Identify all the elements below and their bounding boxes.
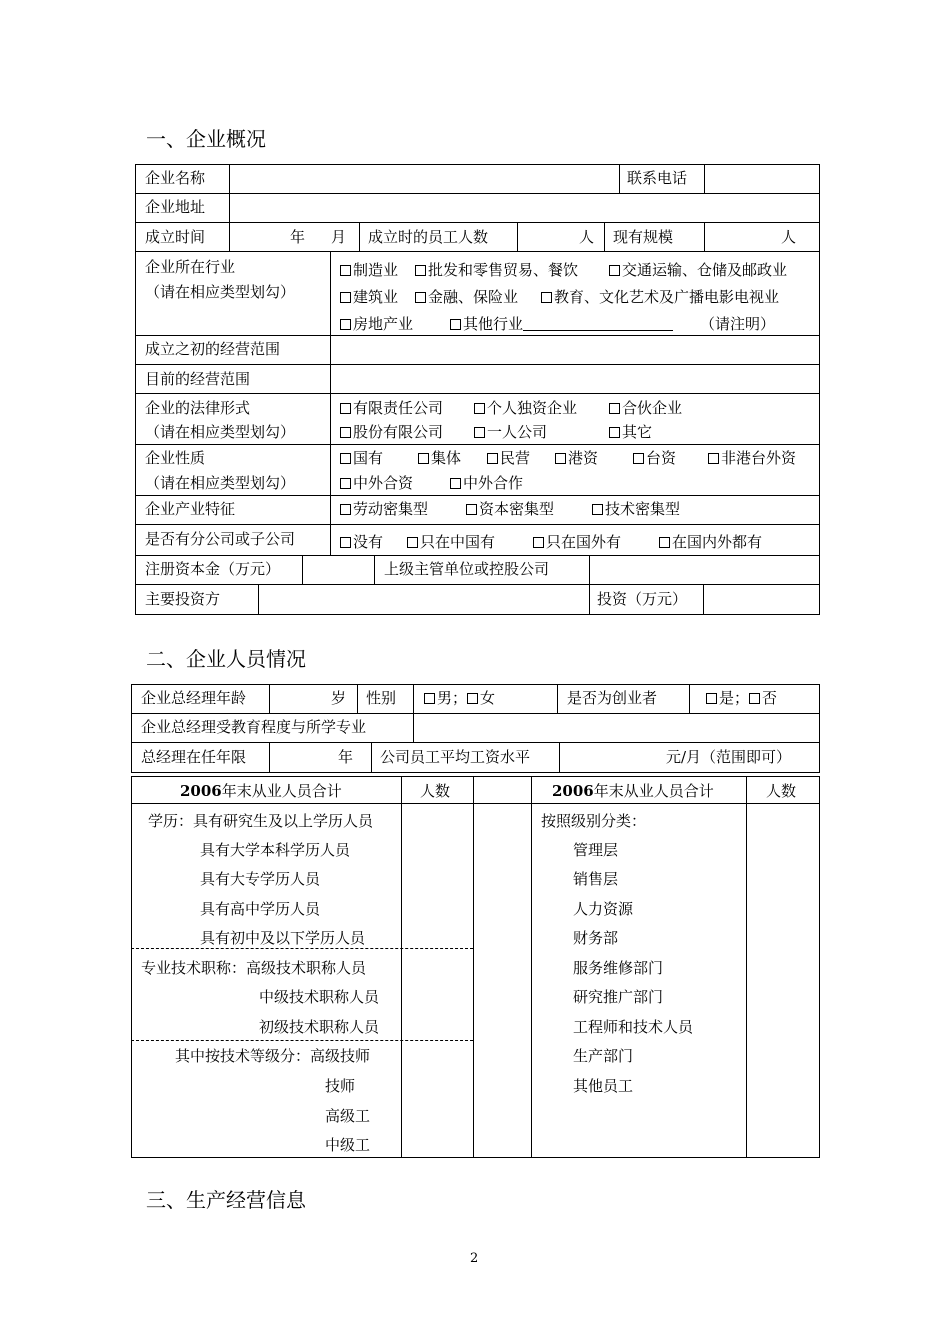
checkbox-icon	[609, 403, 620, 414]
checkbox-icon	[633, 453, 644, 464]
nature-hint: （请在相应类型划勾）	[145, 474, 296, 492]
checkbox-option[interactable]: 非港台外资	[708, 448, 796, 468]
address-label: 企业地址	[145, 198, 206, 216]
industry-label: 企业所在行业	[145, 258, 236, 276]
age-unit: 岁	[331, 689, 347, 707]
checkbox-option[interactable]: 在国内外都有	[659, 532, 762, 552]
right-row-label: 工程师和技术人员	[573, 1018, 694, 1036]
left-row-label: 具有大学本科学历人员	[200, 841, 351, 859]
education-label: 企业总经理受教育程度与所学专业	[141, 718, 367, 736]
current-person-unit: 人	[781, 228, 797, 246]
no-option[interactable]: 否	[749, 689, 777, 707]
left-row-label: 高级工	[325, 1107, 371, 1125]
right-row-label: 生产部门	[573, 1047, 634, 1065]
checkbox-option[interactable]: 港资	[555, 448, 598, 468]
checkbox-option[interactable]: 制造业	[340, 260, 398, 280]
investor-field[interactable]	[260, 586, 587, 613]
right-row-label: 财务部	[573, 929, 619, 947]
checkbox-icon	[467, 693, 478, 704]
right-row-label: 人力资源	[573, 900, 634, 918]
checkbox-option[interactable]: 房地产业	[340, 314, 413, 334]
checkbox-option[interactable]: 有限责任公司	[340, 398, 443, 418]
right-row-label: 服务维修部门	[573, 959, 664, 977]
checkbox-icon	[340, 292, 351, 303]
right-row-label: 按照级别分类：	[541, 812, 647, 830]
legal-form-label: 企业的法律形式	[145, 399, 251, 417]
total-left-header: 2006年末从业人员合计	[180, 782, 342, 800]
legal-form-hint: （请在相应类型划勾）	[145, 423, 296, 441]
investment-label: 投资（万元）	[597, 590, 688, 608]
checkbox-icon	[340, 504, 351, 515]
founder-options	[706, 688, 777, 708]
left-row-label: 中级工	[325, 1136, 371, 1154]
salary-unit: 元/月（范围即可）	[666, 748, 792, 766]
checkbox-option[interactable]: 技术密集型	[592, 499, 680, 519]
checkbox-option[interactable]: 民营	[487, 448, 530, 468]
left-row-label: 具有大专学历人员	[200, 870, 321, 888]
other-industry-blank[interactable]	[523, 316, 673, 331]
checkbox-icon	[659, 537, 670, 548]
current-scope-label: 目前的经营范围	[145, 370, 251, 388]
left-row-label: 技师	[325, 1077, 356, 1095]
checkbox-option[interactable]: 一人公司	[474, 422, 547, 442]
checkbox-icon	[474, 403, 485, 414]
left-row-label: 具有高中学历人员	[200, 900, 321, 918]
company-name-field[interactable]	[231, 166, 617, 191]
gender-label: 性别	[366, 689, 397, 707]
right-row-label: 销售层	[573, 870, 619, 888]
tenure-unit: 年	[338, 748, 354, 766]
gender-options	[424, 688, 495, 708]
capital-label: 注册资本金（万元）	[145, 560, 281, 578]
checkbox-icon	[340, 453, 351, 464]
checkbox-option[interactable]: 只在国外有	[533, 532, 621, 552]
parent-field[interactable]	[591, 557, 818, 582]
phone-field[interactable]	[706, 166, 818, 191]
month-unit: 月	[331, 228, 347, 246]
investor-label: 主要投资方	[145, 590, 221, 608]
checkbox-icon	[466, 504, 477, 515]
checkbox-option[interactable]: 台资	[633, 448, 676, 468]
left-row-label: 学历：具有研究生及以上学历人员	[148, 812, 374, 830]
checkbox-icon	[340, 265, 351, 276]
checkbox-icon	[450, 478, 461, 489]
total-right-header: 2006年末从业人员合计	[552, 782, 714, 800]
current-scope-field[interactable]	[332, 366, 818, 391]
checkbox-icon	[418, 453, 429, 464]
phone-label: 联系电话	[627, 169, 688, 187]
capital-field[interactable]	[304, 557, 372, 582]
initial-scope-label: 成立之初的经营范围	[145, 340, 281, 358]
checkbox-icon	[609, 265, 620, 276]
year-unit: 年	[290, 228, 306, 246]
checkbox-option[interactable]: 集体	[418, 448, 461, 468]
current-scale-label: 现有规模	[613, 228, 674, 246]
checkbox-option[interactable]: 股份有限公司	[340, 422, 443, 442]
checkbox-icon	[541, 292, 552, 303]
checkbox-icon	[450, 319, 461, 330]
checkbox-option[interactable]: 其它	[609, 422, 652, 442]
right-row-label: 其他员工	[573, 1077, 634, 1095]
checkbox-icon	[340, 427, 351, 438]
checkbox-icon	[533, 537, 544, 548]
industry-hint: （请在相应类型划勾）	[145, 283, 296, 301]
left-row-label: 专业技术职称：高级技术职称人员	[141, 959, 367, 977]
male-option[interactable]: 男；	[424, 689, 467, 707]
right-count-column[interactable]	[748, 805, 818, 1156]
checkbox-option[interactable]: 建筑业	[340, 287, 398, 307]
person-unit: 人	[579, 228, 595, 246]
checkbox-option[interactable]: 个人独资企业	[474, 398, 577, 418]
checkbox-icon	[415, 265, 426, 276]
industry-feature-label: 企业产业特征	[145, 500, 236, 518]
checkbox-icon	[749, 693, 760, 704]
parent-label: 上级主管单位或控股公司	[384, 560, 550, 578]
female-option[interactable]: 女	[467, 689, 495, 707]
checkbox-option[interactable]: 国有	[340, 448, 383, 468]
salary-label: 公司员工平均工资水平	[380, 748, 531, 766]
right-row-label: 研究推广部门	[573, 988, 664, 1006]
section1-heading: 一、企业概况	[146, 127, 266, 151]
checkbox-icon	[555, 453, 566, 464]
checkbox-option[interactable]: 合伙企业	[609, 398, 682, 418]
checkbox-icon	[415, 292, 426, 303]
checkbox-option[interactable]: 中外合资	[340, 473, 413, 493]
branch-label: 是否有分公司或子公司	[145, 530, 296, 548]
initial-scope-field[interactable]	[332, 337, 818, 362]
checkbox-icon	[340, 319, 351, 330]
left-row-label: 中级技术职称人员	[259, 988, 380, 1006]
checkbox-icon	[474, 427, 485, 438]
education-field[interactable]	[415, 715, 818, 740]
count-right-header: 人数	[766, 782, 797, 800]
section2-heading: 二、企业人员情况	[146, 647, 306, 671]
gm-age-label: 企业总经理年龄	[141, 689, 247, 707]
checkbox-option[interactable]: 其他行业	[450, 314, 673, 334]
checkbox-icon	[340, 403, 351, 414]
right-row-label: 管理层	[573, 841, 619, 859]
founder-label: 是否为创业者	[567, 689, 658, 707]
count-left-header: 人数	[420, 782, 451, 800]
checkbox-icon	[609, 427, 620, 438]
checkbox-option[interactable]: 资本密集型	[466, 499, 554, 519]
checkbox-icon	[706, 693, 717, 704]
section3-heading: 三、生产经营信息	[146, 1188, 306, 1212]
founded-label: 成立时间	[145, 228, 206, 246]
yes-option[interactable]: 是；	[706, 689, 749, 707]
founding-staff-label: 成立时的员工人数	[368, 228, 489, 246]
address-field[interactable]	[231, 195, 818, 220]
investment-field[interactable]	[705, 586, 818, 613]
checkbox-option[interactable]: 没有	[340, 532, 383, 552]
checkbox-icon	[708, 453, 719, 464]
checkbox-option[interactable]: 交通运输、仓储及邮政业	[609, 260, 787, 280]
checkbox-icon	[487, 453, 498, 464]
checkbox-icon	[407, 537, 418, 548]
tenure-label: 总经理在任年限	[141, 748, 247, 766]
checkbox-icon	[592, 504, 603, 515]
checkbox-option[interactable]: 只在中国有	[407, 532, 495, 552]
nature-label: 企业性质	[145, 449, 206, 467]
checkbox-icon	[340, 478, 351, 489]
checkbox-icon	[424, 693, 435, 704]
checkbox-option[interactable]: 教育、文化艺术及广播电影电视业	[541, 287, 779, 307]
left-row-label: 具有初中及以下学历人员	[200, 929, 366, 947]
left-row-label: 初级技术职称人员	[259, 1018, 380, 1036]
checkbox-icon	[340, 537, 351, 548]
left-count-column[interactable]	[403, 805, 471, 1156]
industry-note: （请注明）	[700, 315, 776, 333]
company-name-label: 企业名称	[145, 169, 206, 187]
checkbox-option[interactable]: 金融、保险业	[415, 287, 518, 307]
page-number: 2	[470, 1251, 479, 1266]
left-row-label: 其中按技术等级分：高级技师	[175, 1047, 371, 1065]
checkbox-option[interactable]: 劳动密集型	[340, 499, 428, 519]
checkbox-option[interactable]: 批发和零售贸易、餐饮	[415, 260, 578, 280]
checkbox-option[interactable]: 中外合作	[450, 473, 523, 493]
